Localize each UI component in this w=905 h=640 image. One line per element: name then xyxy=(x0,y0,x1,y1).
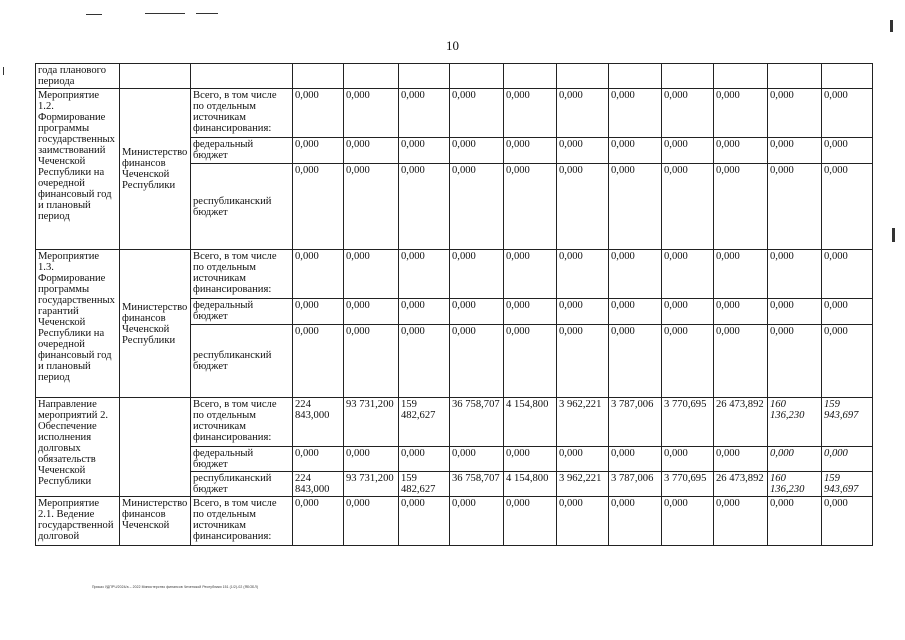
value-cell: 0,000 xyxy=(504,447,557,472)
value-cell: 0,000 xyxy=(557,89,609,138)
activity-cell: Мероприятие 2.1. Ведение государственной долговой xyxy=(36,497,120,546)
executor-cell xyxy=(120,398,191,497)
page-number: 10 xyxy=(446,38,459,53)
amount-cell: 159 482,627 xyxy=(399,472,450,497)
value-cell: 0,000 xyxy=(504,325,557,398)
value-cell: 0,000 xyxy=(609,250,662,299)
amount-cell: 3 787,006 xyxy=(609,472,662,497)
value-cell: 0,000 xyxy=(662,138,714,164)
value-cell: 0,000 xyxy=(557,250,609,299)
source-federal: федеральный бюджет xyxy=(191,447,293,472)
table-row xyxy=(36,497,873,546)
value-cell: 0,000 xyxy=(344,250,399,299)
amount-cell: 93 731,200 xyxy=(344,472,399,497)
value-cell: 0,000 xyxy=(450,89,504,138)
value-cell: 0,000 xyxy=(662,250,714,299)
amount-cell: 3 770,695 xyxy=(662,472,714,497)
source-federal: федеральный бюджет xyxy=(191,138,293,164)
amount-cell: 4 154,800 xyxy=(504,472,557,497)
value-cell: 0,000 xyxy=(557,299,609,325)
value-cell: 0,000 xyxy=(450,447,504,472)
value-cell: 0,000 xyxy=(504,89,557,138)
value-cell: 0,000 xyxy=(609,164,662,250)
value-cell: 0,000 xyxy=(450,497,504,546)
amount-cell: 26 473,892 xyxy=(714,472,768,497)
activity-cell: года планового периода xyxy=(36,64,120,89)
value-cell: 0,000 xyxy=(822,325,873,398)
value-cell: 0,000 xyxy=(768,325,822,398)
value-cell: 0,000 xyxy=(662,89,714,138)
executor-cell: Министерство финансов Чеченской Республики xyxy=(120,250,191,398)
value-cell: 0,000 xyxy=(768,138,822,164)
value-cell: 0,000 xyxy=(714,447,768,472)
table-row xyxy=(36,398,873,447)
amount-cell: 224 843,000 xyxy=(293,398,344,447)
value-cell: 0,000 xyxy=(399,325,450,398)
value-cell: 0,000 xyxy=(609,497,662,546)
amount-cell: 160 136,230 xyxy=(768,398,822,447)
value-cell: 0,000 xyxy=(399,299,450,325)
amount-cell: 224 843,000 xyxy=(293,472,344,497)
source-total: Всего, в том числе по отдельным источникам финансирования: xyxy=(191,398,293,447)
amount-cell: 159 943,697 xyxy=(822,472,873,497)
source-republic: республиканский бюджет xyxy=(191,472,293,497)
value-cell: 0,000 xyxy=(714,299,768,325)
value-cell: 0,000 xyxy=(344,325,399,398)
value-cell: 0,000 xyxy=(822,89,873,138)
value-cell: 0,000 xyxy=(293,250,344,299)
amount-cell: 3 787,006 xyxy=(609,398,662,447)
value-cell: 0,000 xyxy=(293,89,344,138)
scan-mark xyxy=(145,13,185,14)
amount-cell: 3 770,695 xyxy=(662,398,714,447)
value-cell: 0,000 xyxy=(768,447,822,472)
source-total: Всего, в том числе по отдельным источникам финансирования: xyxy=(191,89,293,138)
value-cell: 0,000 xyxy=(822,250,873,299)
value-cell: 0,000 xyxy=(822,497,873,546)
value-cell: 0,000 xyxy=(344,299,399,325)
value-cell: 0,000 xyxy=(768,250,822,299)
value-cell: 0,000 xyxy=(557,497,609,546)
source-republic: республиканский бюджет xyxy=(191,325,293,398)
scan-mark xyxy=(86,14,102,15)
value-cell: 0,000 xyxy=(399,447,450,472)
footer-note: Приказ УДПРЧ/2024/а – 2022 Министерство финансов Чеченской Республики 151 (1/2)-02 (ЯБОБЛ) xyxy=(92,585,259,589)
source-total: Всего, в том числе по отдельным источникам финансирования: xyxy=(191,497,293,546)
value-cell: 0,000 xyxy=(609,138,662,164)
value-cell: 0,000 xyxy=(609,447,662,472)
value-cell: 0,000 xyxy=(293,447,344,472)
value-cell: 0,000 xyxy=(450,299,504,325)
value-cell: 0,000 xyxy=(504,138,557,164)
value-cell: 0,000 xyxy=(768,497,822,546)
value-cell: 0,000 xyxy=(450,138,504,164)
activity-cell: Направление мероприятий 2. Обеспечение исполнения долговых обязательств Чеченской Республики xyxy=(36,398,120,497)
value-cell: 0,000 xyxy=(662,299,714,325)
value-cell: 0,000 xyxy=(399,497,450,546)
activity-cell: Мероприятие 1.3. Формирование программы государственных гарантий Чеченской Республики на очередной финансовый год и плановый период xyxy=(36,250,120,398)
value-cell: 0,000 xyxy=(662,325,714,398)
scan-mark xyxy=(3,67,4,75)
value-cell: 0,000 xyxy=(293,325,344,398)
value-cell: 0,000 xyxy=(714,138,768,164)
value-cell: 0,000 xyxy=(344,497,399,546)
value-cell: 0,000 xyxy=(344,89,399,138)
value-cell: 0,000 xyxy=(662,164,714,250)
source-federal: федеральный бюджет xyxy=(191,299,293,325)
value-cell: 0,000 xyxy=(293,299,344,325)
value-cell: 0,000 xyxy=(399,138,450,164)
executor-cell: Министерство финансов Чеченской Республики xyxy=(120,89,191,250)
table-row xyxy=(36,89,873,138)
amount-cell: 26 473,892 xyxy=(714,398,768,447)
value-cell: 0,000 xyxy=(714,89,768,138)
activity-cell: Мероприятие 1.2. Формирование программы государственных заимствований Чеченской Республики на очередной финансовый год и плановый период xyxy=(36,89,120,250)
value-cell: 0,000 xyxy=(822,164,873,250)
amount-cell: 93 731,200 xyxy=(344,398,399,447)
value-cell: 0,000 xyxy=(822,138,873,164)
value-cell: 0,000 xyxy=(822,447,873,472)
value-cell: 0,000 xyxy=(714,497,768,546)
value-cell: 0,000 xyxy=(450,164,504,250)
value-cell: 0,000 xyxy=(714,325,768,398)
value-cell: 0,000 xyxy=(557,164,609,250)
value-cell: 0,000 xyxy=(557,447,609,472)
value-cell: 0,000 xyxy=(557,138,609,164)
table-row xyxy=(36,64,873,89)
value-cell: 0,000 xyxy=(609,89,662,138)
amount-cell: 3 962,221 xyxy=(557,472,609,497)
value-cell: 0,000 xyxy=(504,250,557,299)
amount-cell: 36 758,707 xyxy=(450,398,504,447)
value-cell: 0,000 xyxy=(293,497,344,546)
value-cell: 0,000 xyxy=(399,250,450,299)
value-cell: 0,000 xyxy=(504,299,557,325)
value-cell: 0,000 xyxy=(399,164,450,250)
value-cell: 0,000 xyxy=(714,164,768,250)
source-total: Всего, в том числе по отдельным источникам финансирования: xyxy=(191,250,293,299)
value-cell: 0,000 xyxy=(609,299,662,325)
amount-cell: 159 943,697 xyxy=(822,398,873,447)
scan-mark xyxy=(196,13,218,14)
value-cell: 0,000 xyxy=(768,164,822,250)
source-republic: республиканский бюджет xyxy=(191,164,293,250)
value-cell: 0,000 xyxy=(714,250,768,299)
scan-mark xyxy=(892,228,895,242)
table-row xyxy=(36,250,873,299)
value-cell: 0,000 xyxy=(450,250,504,299)
value-cell: 0,000 xyxy=(293,138,344,164)
scan-mark xyxy=(890,20,893,32)
value-cell: 0,000 xyxy=(609,325,662,398)
executor-cell: Министерство финансов Чеченской xyxy=(120,497,191,546)
budget-table xyxy=(35,63,873,546)
value-cell: 0,000 xyxy=(399,89,450,138)
value-cell: 0,000 xyxy=(344,138,399,164)
value-cell: 0,000 xyxy=(344,447,399,472)
value-cell: 0,000 xyxy=(662,447,714,472)
amount-cell: 159 482,627 xyxy=(399,398,450,447)
value-cell: 0,000 xyxy=(293,164,344,250)
value-cell: 0,000 xyxy=(768,89,822,138)
value-cell: 0,000 xyxy=(557,325,609,398)
value-cell: 0,000 xyxy=(662,497,714,546)
value-cell: 0,000 xyxy=(768,299,822,325)
amount-cell: 36 758,707 xyxy=(450,472,504,497)
value-cell: 0,000 xyxy=(450,325,504,398)
amount-cell: 3 962,221 xyxy=(557,398,609,447)
value-cell: 0,000 xyxy=(504,164,557,250)
value-cell: 0,000 xyxy=(344,164,399,250)
value-cell: 0,000 xyxy=(504,497,557,546)
amount-cell: 160 136,230 xyxy=(768,472,822,497)
amount-cell: 4 154,800 xyxy=(504,398,557,447)
value-cell: 0,000 xyxy=(822,299,873,325)
